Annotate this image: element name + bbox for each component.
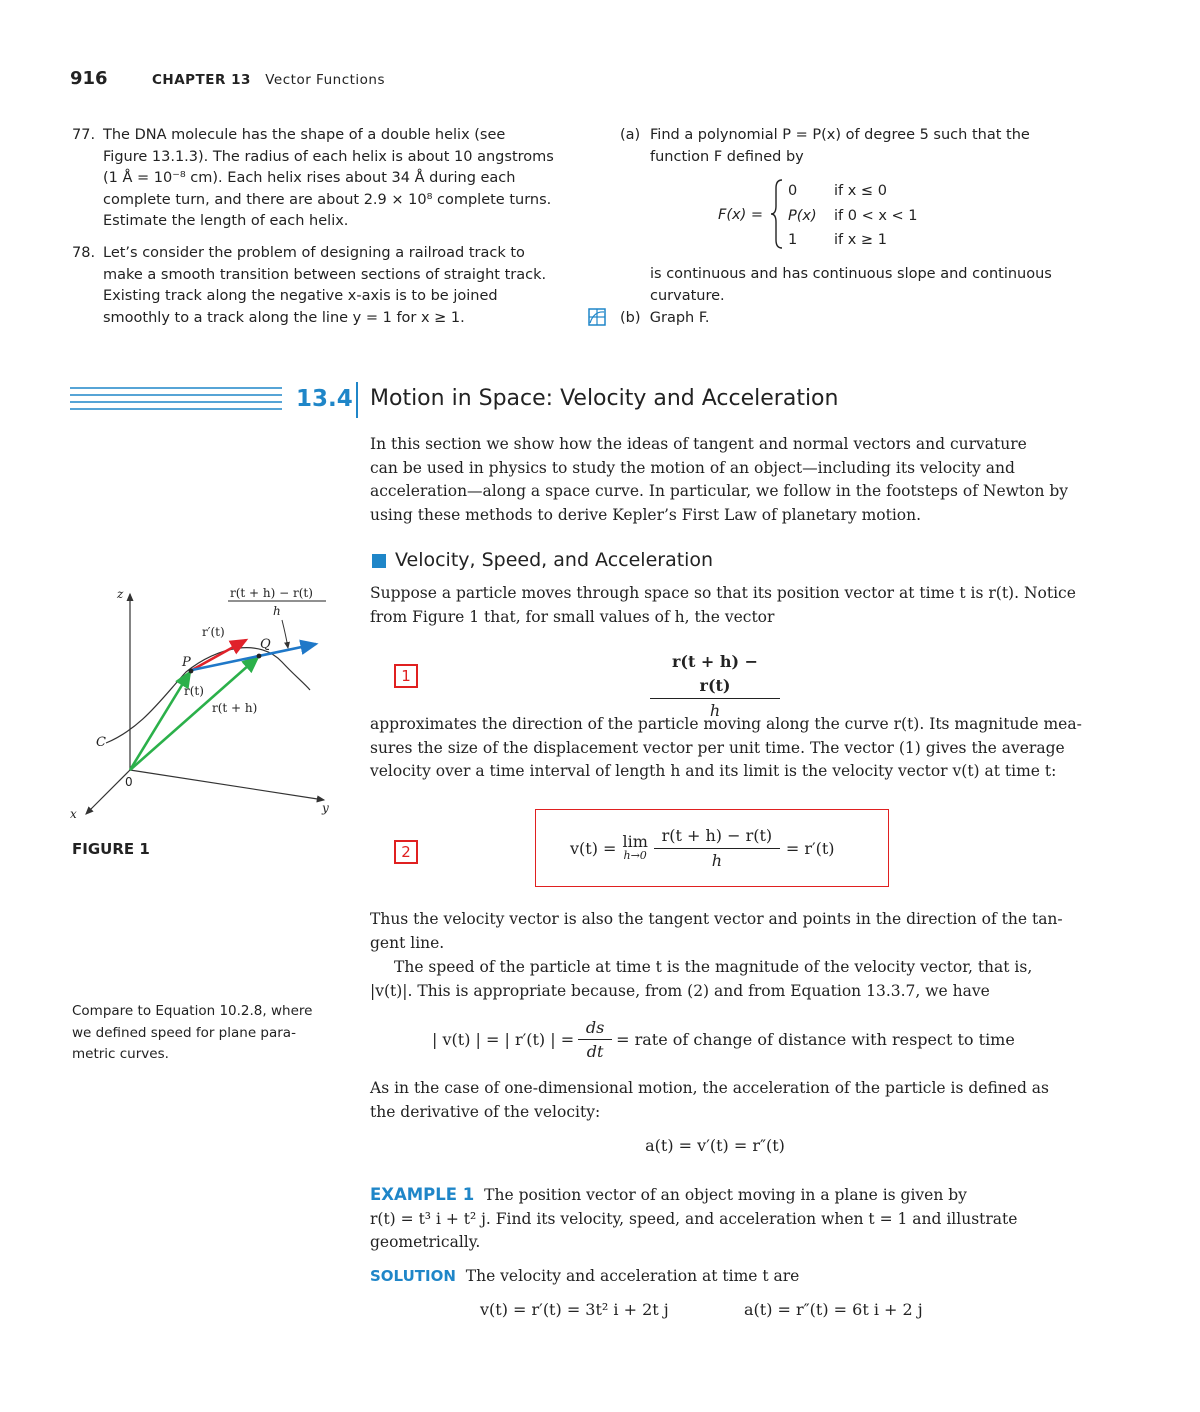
margin-note-line: metric curves. <box>72 1046 169 1062</box>
para4-line: The speed of the particle at time t is the magnitude of the velocity vector, that is, <box>394 958 1033 976</box>
equation-2 <box>570 824 835 873</box>
equation-1-denominator: h <box>709 701 721 720</box>
margin-note-line: Compare to Equation 10.2.8, where <box>72 1003 313 1019</box>
exercise-78-line: Let’s consider the problem of designing a railroad track to <box>103 245 525 261</box>
exercise-78-line: smoothly to a track along the line y = 1 for x ≥ 1. <box>103 309 465 326</box>
equation-2-denominator: h <box>711 851 723 870</box>
equation-2-rhs: = r′(t) <box>785 838 835 858</box>
section-number: 13.4 <box>296 386 353 412</box>
solution-velocity-equation: v(t) = r′(t) = 3t² i + 2t j <box>480 1300 669 1319</box>
piecewise-cases <box>788 181 958 255</box>
tangent-label: r′(t) <box>202 625 225 639</box>
exercise-78-text <box>103 243 573 329</box>
subsection-title: Velocity, Speed, and Acceleration <box>395 549 714 571</box>
figure-1-diagram <box>60 580 360 825</box>
running-header <box>152 72 385 88</box>
para3-line: Thus the velocity vector is also the tangent vector and points in the direction of the tan- <box>370 910 1063 928</box>
exercise-77-number: 77. <box>72 127 96 143</box>
section-divider <box>356 382 358 418</box>
exercise-78-line: make a smooth transition between sections of straight track. <box>103 266 547 283</box>
point-q <box>257 654 262 659</box>
example-1 <box>370 1183 1060 1255</box>
part-b <box>620 308 709 330</box>
part-a-line: Find a polynomial P = P(x) of degree 5 such that the <box>650 127 1030 143</box>
point-q-label: Q <box>260 637 271 652</box>
speed-equation-lhs: | v(t) | = | r′(t) | = <box>432 1030 575 1049</box>
exercise-77-line: Figure 13.1.3). The radius of each helix is about 10 angstroms <box>103 148 554 165</box>
page-number: 916 <box>70 68 108 89</box>
margin-note-line: we defined speed for plane para- <box>72 1024 296 1041</box>
difference-quotient-denominator: h <box>273 604 281 618</box>
para5-line: As in the case of one-dimensional motion, the acceleration of the particle is defined as <box>370 1079 1049 1097</box>
figure-caption: FIGURE 1 <box>72 840 150 858</box>
para2-line: approximates the direction of the particle moving along the curve r(t). Its magnitude mea- <box>370 715 1082 733</box>
para1-line: Suppose a particle moves through space so that its position vector at time t is r(t). Notice <box>370 584 1076 602</box>
solution-label: SOLUTION <box>370 1267 456 1285</box>
equation-2-numerator: r(t + h) − r(t) <box>654 824 780 849</box>
exercise-77-text <box>103 125 573 233</box>
position-vector-r-t <box>130 672 190 770</box>
equation-1-numerator: r(t + h) − r(t) <box>650 650 780 699</box>
position-r-t-label: r(t) <box>184 684 204 698</box>
section-title: Motion in Space: Velocity and Acceleration <box>370 386 839 411</box>
subsection-marker <box>372 554 386 568</box>
origin-label: 0 <box>125 775 133 789</box>
position-r-t-h-label: r(t + h) <box>212 701 258 715</box>
curve-c-label: C <box>96 735 106 750</box>
margin-note <box>72 1001 342 1066</box>
intro-paragraph <box>370 433 1069 527</box>
limit-operator <box>622 831 648 863</box>
case-condition: if x ≤ 0 <box>834 183 887 199</box>
acceleration-equation: a(t) = v′(t) = r″(t) <box>645 1136 785 1155</box>
equation-2-lhs: v(t) = <box>570 838 617 858</box>
case-value: 0 <box>788 183 798 199</box>
part-b-text: Graph F. <box>649 310 710 326</box>
label-pointer-arrow <box>282 620 288 648</box>
point-p-label: P <box>182 655 191 670</box>
example-line: r(t) = t³ i + t² j. Find its velocity, speed, and acceleration when t = 1 and illustrate <box>370 1209 1018 1228</box>
para2-line: sures the size of the displacement vector per unit time. The vector (1) gives the average <box>370 738 1065 757</box>
part-a-after-line: is continuous and has continuous slope and continuous <box>650 266 1052 282</box>
chapter-title: Vector Functions <box>265 72 386 88</box>
y-axis <box>130 770 324 800</box>
difference-quotient-numerator: r(t + h) − r(t) <box>230 586 313 600</box>
para4-line: |v(t)|. This is appropriate because, from (2) and from Equation 13.3.7, we have <box>370 981 990 1000</box>
section-rule-lines <box>70 386 282 414</box>
exercise-77-line: Estimate the length of each helix. <box>103 213 349 229</box>
part-a-after-line: curvature. <box>650 287 725 304</box>
case-condition: if x ≥ 1 <box>834 232 887 248</box>
exercise-77-line: (1 Å = 10⁻⁸ cm). Each helix rises about 34 Å during each <box>103 170 516 186</box>
para1-line: from Figure 1 that, for small values of h, the vector <box>370 607 775 626</box>
exercise-77-line: The DNA molecule has the shape of a double helix (see <box>103 127 506 143</box>
y-axis-label: y <box>322 801 329 815</box>
case-condition: if 0 < x < 1 <box>834 207 918 224</box>
paragraph-4 <box>370 956 1060 1003</box>
intro-line: acceleration—along a space curve. In particular, we follow in the footsteps of Newton by <box>370 482 1069 500</box>
x-axis-label: x <box>70 807 77 821</box>
speed-equation-denominator: dt <box>586 1042 604 1061</box>
case-value: 1 <box>788 232 798 248</box>
speed-equation-numerator: ds <box>578 1016 612 1040</box>
speed-equation <box>432 1016 1015 1063</box>
intro-line: using these methods to derive Kepler’s First Law of planetary motion. <box>370 505 922 524</box>
part-b-label: (b) <box>620 310 641 326</box>
piecewise-lhs: F(x) = <box>718 207 763 223</box>
part-a-label: (a) <box>620 127 641 143</box>
speed-equation-rhs: = rate of change of distance with respect to time <box>616 1030 1015 1049</box>
paragraph-3 <box>370 908 1063 955</box>
limit-text: lim <box>622 831 648 851</box>
limit-subscript: h→0 <box>623 848 647 862</box>
chapter-label: CHAPTER 13 <box>152 72 251 88</box>
case-value: P(x) <box>788 207 817 224</box>
part-a-line: function F defined by <box>650 148 804 165</box>
graphing-calculator-icon <box>588 308 606 326</box>
para2-line: velocity over a time interval of length h and its limit is the velocity vector v(t) at time t: <box>370 762 1057 780</box>
equation-2-number: 2 <box>394 840 418 864</box>
part-a-after <box>650 264 1090 307</box>
example-label: EXAMPLE 1 <box>370 1185 475 1204</box>
example-line: geometrically. <box>370 1233 481 1251</box>
paragraph-1 <box>370 582 1076 629</box>
z-axis-label: z <box>117 587 124 601</box>
equation-1-number: 1 <box>394 664 418 688</box>
exercise-78-line: Existing track along the negative x-axis is to be joined <box>103 288 498 304</box>
para5-line: the derivative of the velocity: <box>370 1102 601 1121</box>
paragraph-2 <box>370 713 1082 784</box>
solution <box>370 1265 1060 1289</box>
x-axis <box>86 770 130 814</box>
exercise-77-line: complete turn, and there are about 2.9 × 10⁸ complete turns. <box>103 191 552 208</box>
brace-icon <box>770 178 784 250</box>
solution-text: The velocity and acceleration at time t are <box>465 1267 800 1285</box>
intro-line: In this section we show how the ideas of tangent and normal vectors and curvature <box>370 435 1027 453</box>
intro-line: can be used in physics to study the motion of an object—including its velocity and <box>370 458 1015 477</box>
solution-acceleration-equation: a(t) = r″(t) = 6t i + 2 j <box>744 1300 923 1319</box>
example-line: The position vector of an object moving in a plane is given by <box>484 1186 967 1204</box>
part-a-text <box>650 125 1090 168</box>
paragraph-5 <box>370 1077 1060 1124</box>
para3-line: gent line. <box>370 933 445 952</box>
exercise-78-number: 78. <box>72 245 96 261</box>
